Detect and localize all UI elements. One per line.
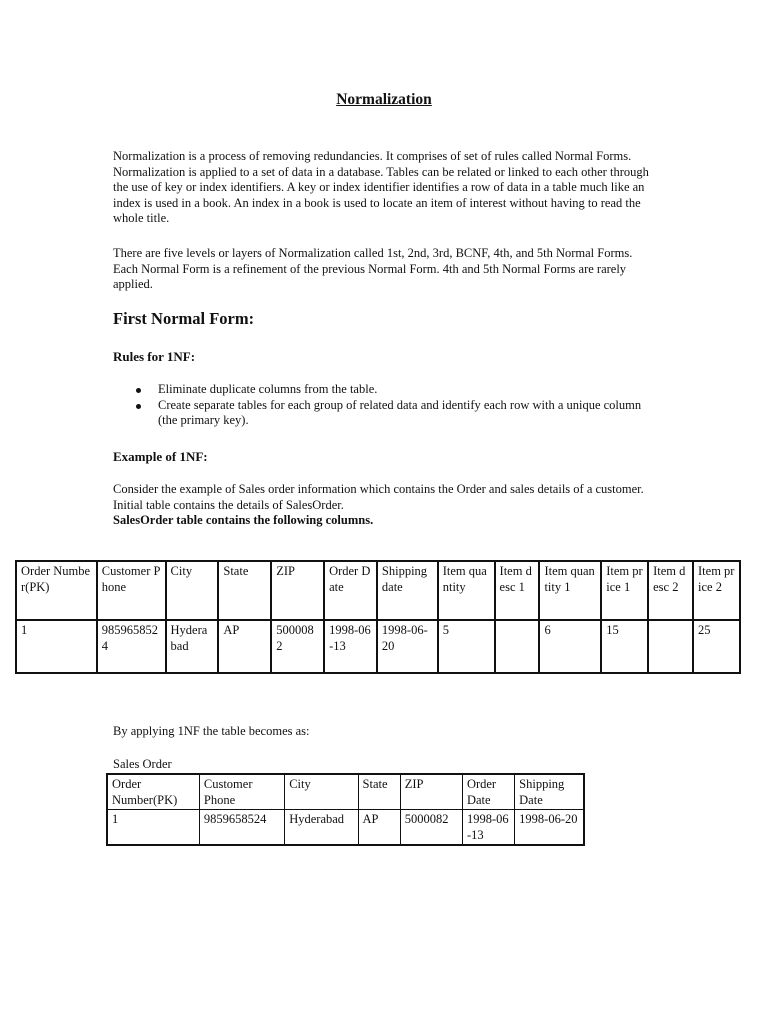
- table-cell: [648, 620, 693, 673]
- table-cell: 1: [16, 620, 97, 673]
- table-header-cell: State: [218, 561, 271, 620]
- table-cell: AP: [218, 620, 271, 673]
- rule-item: Eliminate duplicate columns from the table.: [113, 382, 658, 398]
- table-cell: 15: [601, 620, 648, 673]
- table-cell: Hyderabad: [166, 620, 219, 673]
- table-header-cell: Item desc 2: [648, 561, 693, 620]
- first-nf-heading: First Normal Form:: [113, 309, 255, 328]
- table-header-cell: Order Number(PK): [16, 561, 97, 620]
- table-header-cell: Shipping date: [377, 561, 438, 620]
- table-header-cell: State: [358, 774, 400, 810]
- page-title: Normalization: [336, 91, 432, 108]
- table-header-cell: Item quantity: [438, 561, 495, 620]
- table-header-cell: Customer Phone: [97, 561, 166, 620]
- table-header-cell: Customer Phone: [199, 774, 284, 810]
- table-cell: 9859658524: [199, 810, 284, 846]
- table-header-cell: Order Date: [324, 561, 377, 620]
- table-header-cell: ZIP: [400, 774, 462, 810]
- table-header-cell: Item quantity 1: [539, 561, 601, 620]
- example-text: [113, 482, 658, 529]
- intro-paragraph: Normalization is a process of removing redundancies. It comprises of set of rules called Normal Forms. Normalization is applied to a set of data in a database. Tables can be related or linked to each other through the use of key or index identifiers. A key or index identifier identifies a row of data in a table much like an index is used in a book. An index in a book is used to locate an item of interest without having to read the whole title.: [113, 149, 649, 226]
- levels-paragraph: There are five levels or layers of Normalization called 1st, 2nd, 3rd, BCNF, 4th, and 5th Normal Forms. Each Normal Form is a refinement of the previous Normal Form. 4th and 5th Normal Forms are rarely applied.: [113, 246, 633, 292]
- table-row: [16, 620, 740, 673]
- table-header-cell: Shipping Date: [515, 774, 584, 810]
- table-cell: Hyderabad: [285, 810, 358, 846]
- table-header-cell: Item desc 1: [495, 561, 540, 620]
- applying-text: By applying 1NF the table becomes as:: [113, 724, 310, 738]
- example-text-2: Initial table contains the details of SalesOrder.: [113, 497, 344, 512]
- example-heading: Example of 1NF:: [113, 449, 208, 464]
- table-cell: 5000082: [400, 810, 462, 846]
- table-header-row: [16, 561, 740, 620]
- table-cell: 5: [438, 620, 495, 673]
- table-row: [107, 810, 584, 846]
- rules-list: [113, 382, 658, 429]
- table-cell: 1998-06-13: [462, 810, 514, 846]
- table-cell: 1998-06-13: [324, 620, 377, 673]
- table-cell: 1998-06-20: [377, 620, 438, 673]
- table-cell: 1998-06-20: [515, 810, 584, 846]
- table-header-cell: Order Date: [462, 774, 514, 810]
- table-cell: 25: [693, 620, 740, 673]
- sales-order-caption: Sales Order: [113, 757, 172, 771]
- table-header-cell: City: [166, 561, 219, 620]
- table-header-cell: City: [285, 774, 358, 810]
- table-cell: [495, 620, 540, 673]
- rules-heading: Rules for 1NF:: [113, 349, 196, 364]
- example-text-1: Consider the example of Sales order information which contains the Order and sales details of a customer.: [113, 482, 644, 496]
- salesorder-table: [15, 560, 741, 674]
- table-cell: 9859658524: [97, 620, 166, 673]
- table-header-cell: Order Number(PK): [107, 774, 199, 810]
- table-cell: AP: [358, 810, 400, 846]
- table-cell: 5000082: [271, 620, 324, 673]
- sales-order-table: [106, 773, 585, 846]
- table-cell: 1: [107, 810, 199, 846]
- table-header-cell: Item price 1: [601, 561, 648, 620]
- table-header-row: [107, 774, 584, 810]
- example-text-3: SalesOrder table contains the following columns.: [113, 513, 374, 528]
- table-cell: 6: [539, 620, 601, 673]
- table-header-cell: ZIP: [271, 561, 324, 620]
- rule-item: Create separate tables for each group of related data and identify each row with a unique column (the primary key).: [113, 398, 658, 429]
- table-header-cell: Item price 2: [693, 561, 740, 620]
